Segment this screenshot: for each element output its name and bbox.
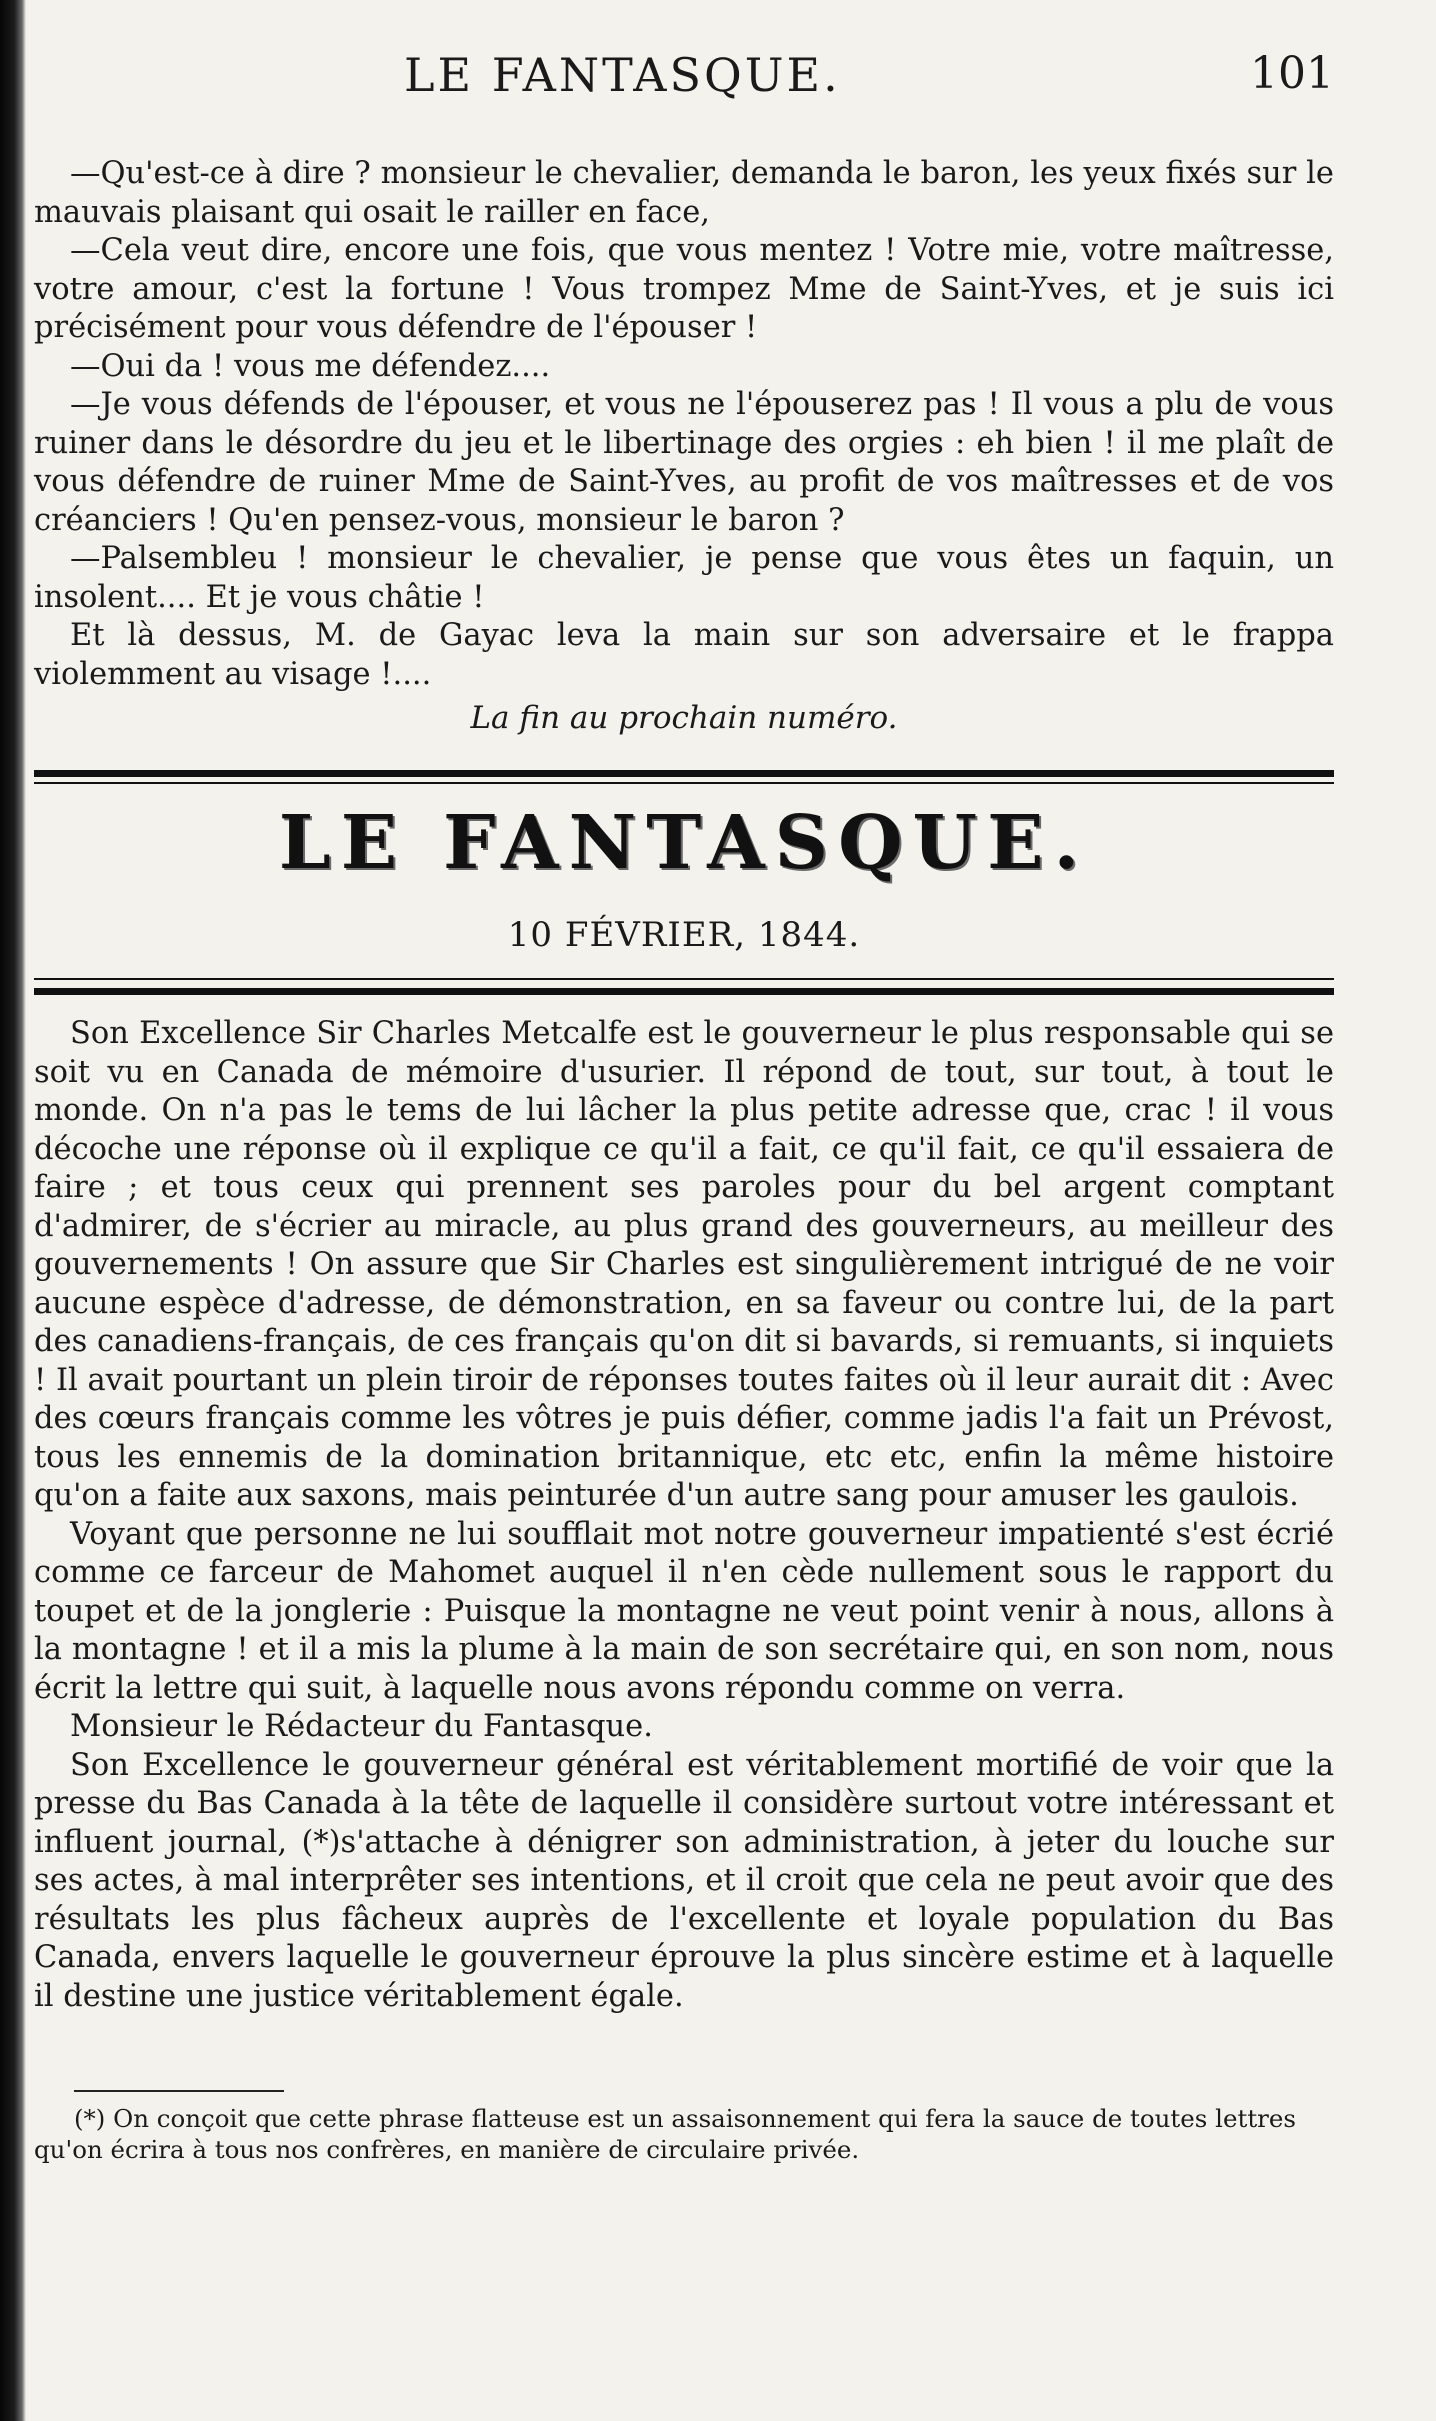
running-title: LE FANTASQUE. [404,48,841,102]
footnote-rule [74,2090,284,2092]
story-paragraph: —Je vous défends de l'épouser, et vous ne l'épouserez pas ! Il vous a plu de vous ruiner dans le désordre du jeu et le libertinage des orgies : eh bien ! il me plaît de vous défendre de ruiner Mme de Saint-Yves, au profit de vos maîtresses et de vos créanciers ! Qu'en pensez-vous, monsieur le baron ? [34,387,1334,538]
page-header [34,48,1334,108]
story-continuation [34,155,1334,694]
article-body [34,1015,1334,2016]
section-rule-thin [34,782,1334,784]
footnote-text: (*) On conçoit que cette phrase flatteuse est un assaisonnement qui fera la sauce de toutes lettres qu'on écrira à tous nos confrères, en manière de circulaire privée. [34,2104,1296,2164]
letter-salutation: Monsieur le Rédacteur du Fantasque. [70,1709,653,1744]
story-paragraph: —Qu'est-ce à dire ? monsieur le chevalier, demanda le baron, les yeux fixés sur le mauvais plaisant qui osait le railler en face, [34,156,1334,230]
footnote [34,2103,1334,2165]
book-binding-edge [0,0,26,2421]
page-number: 101 [1250,48,1334,99]
article-paragraph: Son Excellence Sir Charles Metcalfe est le gouverneur le plus responsable qui se soit vu en Canada de mémoire d'usurier. Il répond de tout, sur tout, à tout le monde. On n'a pas le tems de lui lâcher la plus petite adresse que, crac ! il vous décoche une réponse où il explique ce qu'il a fait, ce qu'il fait, ce qu'il essaiera de faire ; et tous ceux qui prennent ses paroles pour du bel argent comptant d'admirer, de s'écrier au miracle, au plus grand des gouverneurs, au meilleur des gouvernements ! On assure que Sir Charles est singulièrement intrigué de ne voir aucune espèce d'adresse, de démonstration, en sa faveur ou contre lui, de la part des canadiens-français, de ces français qu'on dit si bavards, si remuants, si inquiets ! Il avait pourtant un plein tiroir de réponses toutes faites où il leur aurait dit : Avec des cœurs français comme les vôtres je puis défier, comme jadis l'a fait un Prévost, tous les ennemis de la domination britannique, etc etc, enfin la même histoire qu'on a faite aux saxons, mais peinturée d'un autre sang pour amuser les gaulois. [34,1016,1334,1513]
section-rule-thick [34,770,1334,777]
continued-note: La fin au prochain numéro. [470,700,898,736]
story-paragraph: —Palsembleu ! monsieur le chevalier, je pense que vous êtes un faquin, un insolent.... Et je vous châtie ! [34,541,1334,615]
article-paragraph: Voyant que personne ne lui soufflait mot notre gouverneur impatienté s'est écrié comme ce farceur de Mahomet auquel il n'en cède nullement sous le rapport du toupet et de la jonglerie : Puisque la montagne ne veut point venir à nous, allons à la montagne ! et il a mis la plume à la main de son secrétaire qui, en son nom, nous écrit la lettre qui suit, à laquelle nous avons répondu comme on verra. [34,1516,1334,1706]
masthead-rule-thick [34,988,1334,995]
story-paragraph: —Cela veut dire, encore une fois, que vous mentez ! Votre mie, votre maîtresse, votre amour, c'est la fortune ! Vous trompez Mme de Saint-Yves, et je suis ici précisément pour vous défendre de l'épouser ! [34,233,1334,345]
issue-date: 10 FÉVRIER, 1844. [507,915,861,955]
story-paragraph: —Oui da ! vous me défendez.... [70,348,551,384]
masthead-rule-thin [34,978,1334,980]
story-paragraph: Et là dessus, M. de Gayac leva la main sur son adversaire et le frappa violemment au visage !.... [34,618,1334,692]
article-paragraph: Son Excellence le gouverneur général est véritablement mortifié de voir que la presse du Bas Canada à la tête de laquelle il considère surtout votre intéressant et influent journal, (*)s'attache à dénigrer son administration, à jeter du louche sur ses actes, à mal interprêter ses intentions, et il croit que cela ne peut avoir que des résultats les plus fâcheux auprès de l'excellente et loyale population du Bas Canada, envers laquelle le gouverneur éprouve la plus sincère estime et à laquelle il destine une justice véritablement égale. [34,1747,1334,2014]
masthead-title: LE FANTASQUE. [278,800,1090,886]
